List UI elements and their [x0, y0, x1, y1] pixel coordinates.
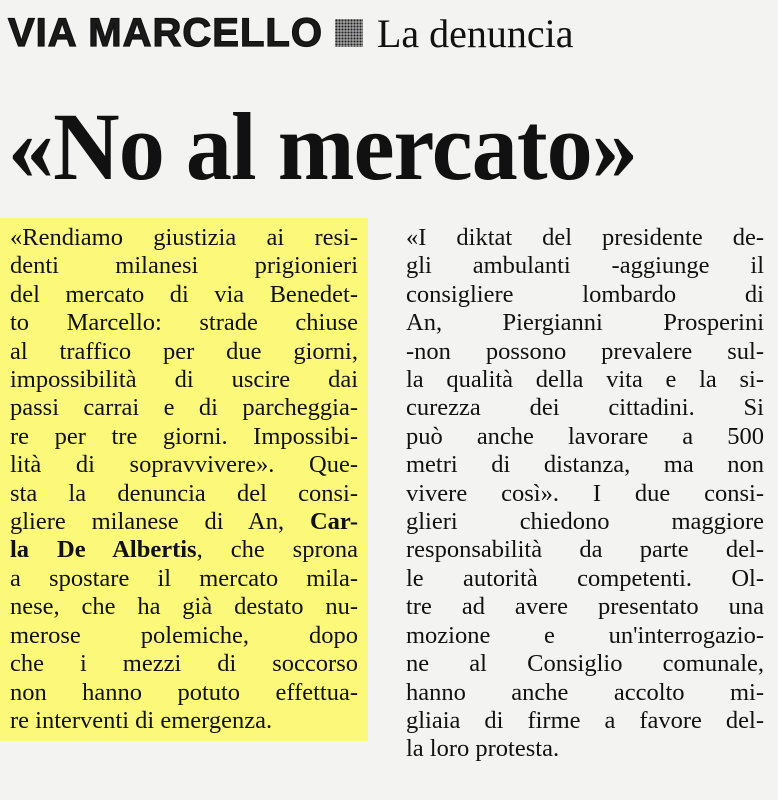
text-line: vivere così». I due consi- [406, 479, 764, 507]
text-line: merose polemiche, dopo [10, 621, 358, 649]
text-line: «Rendiamo giustizia ai resi- [10, 224, 358, 251]
text-line: An, Piergianni Prosperini [406, 309, 764, 337]
text-line: re per tre giorni. Impossibi- [10, 422, 358, 450]
text-line-with-name [10, 508, 358, 536]
text-line: denti milanesi prigionieri [10, 252, 358, 280]
text-line: lità di sopravvivere». Que- [10, 451, 358, 479]
text-line: -non possono prevalere sul- [406, 337, 764, 365]
person-name-bold: la De Albertis [10, 536, 197, 564]
text-line: re interventi di emergenza. [10, 706, 273, 734]
text-line: responsabilità da parte del- [406, 536, 764, 564]
text-line: nese, che ha già destato nu- [10, 593, 358, 621]
text-line: metri di distanza, ma non [406, 451, 764, 479]
text-line: ne al Consiglio comunale, [406, 650, 764, 678]
section-label: VIA MARCELLO [8, 10, 323, 55]
headline: «No al mercato» [8, 93, 637, 200]
text-line: mozione e un'interrogazio- [406, 621, 764, 649]
text-line: hanno anche accolto mi- [406, 678, 764, 706]
text-line: può anche lavorare a 500 [406, 422, 764, 450]
text-fragment: gliere milanese di An, [10, 508, 285, 536]
text-line-with-name [10, 536, 358, 564]
person-name-bold: Car- [309, 508, 359, 536]
text-line: che i mezzi di soccorso [10, 650, 358, 678]
text-line: a spostare il mercato mila- [10, 564, 358, 592]
text-line: passi carrai e di parcheggia- [10, 394, 358, 422]
kicker-label: La denuncia [376, 10, 574, 56]
text-line: gliaia di firme a favore del- [406, 706, 764, 734]
text-line: al traffico per due giorni, [10, 337, 358, 365]
left-column-highlighted [0, 218, 368, 741]
text-line: non hanno potuto effettua- [10, 678, 358, 706]
text-line: le autorità competenti. Ol- [406, 564, 764, 592]
text-line: la loro protesta. [406, 735, 560, 763]
text-line: gli ambulanti -aggiunge il [406, 252, 764, 280]
text-line: impossibilità di uscire dai [10, 366, 358, 394]
text-line: «I diktat del presidente de- [406, 224, 764, 251]
text-line: consigliere lombardo di [406, 280, 764, 308]
text-line: to Marcello: strade chiuse [10, 309, 358, 337]
text-line: tre ad avere presentato una [406, 593, 764, 621]
right-column [406, 224, 764, 764]
text-line: glieri chiedono maggiore [406, 508, 764, 536]
text-line: del mercato di via Benedet- [10, 280, 358, 308]
text-line: la qualità della vita e la si- [406, 366, 764, 394]
text-fragment: , che sprona [196, 536, 358, 564]
halftone-square-icon [335, 19, 363, 47]
text-line: curezza dei cittadini. Si [406, 394, 764, 422]
text-line: sta la denuncia del consi- [10, 479, 358, 507]
kicker [8, 8, 574, 58]
